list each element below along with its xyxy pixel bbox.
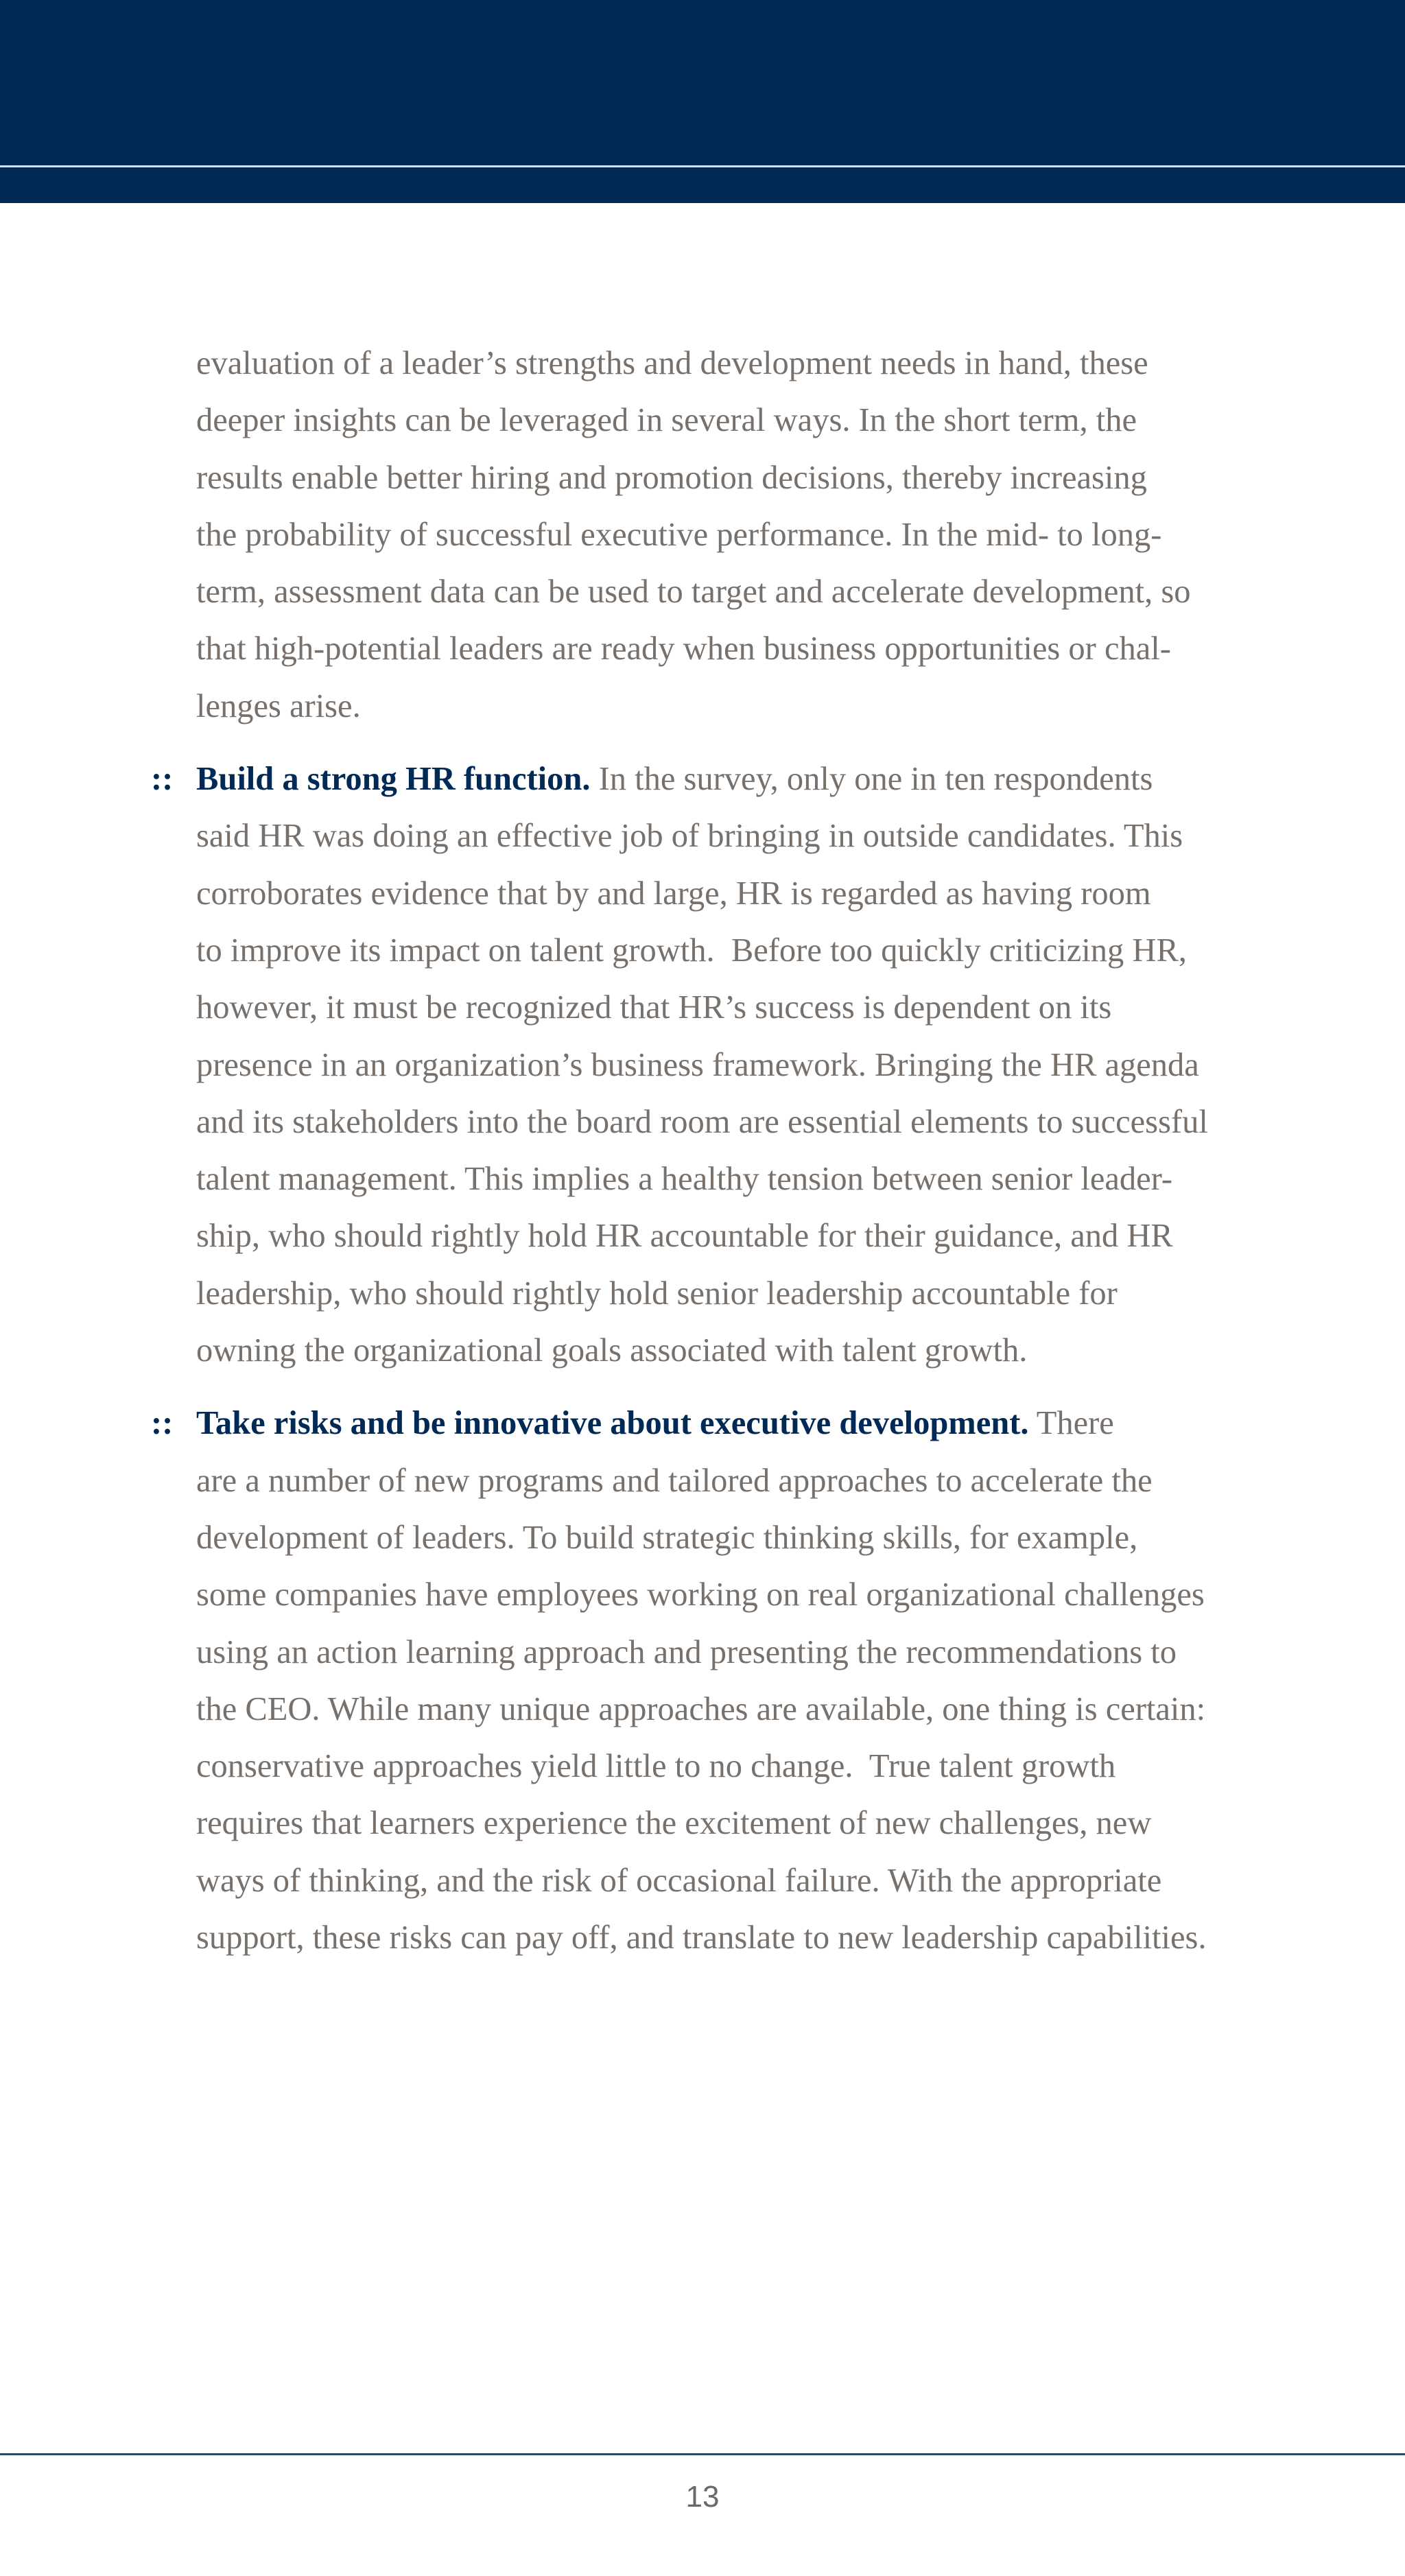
text-line: support, these risks can pay off, and translate to new leadership capabilities. <box>196 1919 1207 1957</box>
bullet-first-line <box>196 751 1266 807</box>
text-line: development of leaders. To build strategic thinking skills, for example, <box>196 1519 1138 1556</box>
text-line: conservative approaches yield little to no change. True talent growth <box>196 1748 1116 1785</box>
text-line: using an action learning approach and presenting the recommendations to <box>196 1633 1177 1670</box>
text-line: evaluation of a leader’s strengths and development needs in hand, these <box>196 345 1148 381</box>
page-number: 13 <box>685 2480 720 2514</box>
text-line: some companies have employees working on real organizational challenges <box>196 1576 1205 1614</box>
text-line: ship, who should rightly hold HR accountable for their guidance, and HR <box>196 1218 1173 1255</box>
text-line: lenges arise. <box>196 687 361 724</box>
text-line: results enable better hiring and promotion decisions, thereby increasing <box>196 459 1147 496</box>
footer-rule <box>0 2453 1405 2455</box>
text-line: term, assessment data can be used to target and accelerate development, so <box>196 574 1191 611</box>
text-line: to improve its impact on talent growth. Before too quickly criticizing HR, <box>196 932 1187 969</box>
bullet-first-line <box>196 1395 1266 1452</box>
text-line: the CEO. While many unique approaches are available, one thing is certain: <box>196 1690 1206 1727</box>
text-line: said HR was doing an effective job of bringing in outside candidates. This <box>196 818 1183 855</box>
text-line: corroborates evidence that by and large, HR is regarded as having room <box>196 875 1151 912</box>
bullet-first-line-text: There <box>1028 1405 1114 1442</box>
bullet-marker: :: <box>151 1405 174 1442</box>
text-line: are a number of new programs and tailored approaches to accelerate the <box>196 1462 1153 1499</box>
bullet-lead: Take risks and be innovative about executive development. <box>196 1405 1029 1442</box>
text-line: the probability of successful executive performance. In the mid- to long- <box>196 516 1162 553</box>
text-line: presence in an organization’s business framework. Bringing the HR agenda <box>196 1046 1199 1083</box>
header-band <box>0 0 1405 203</box>
bullet-first-line-text: In the survey, only one in ten respondents <box>590 761 1153 798</box>
bullet-lead: Build a strong HR function. <box>196 761 591 798</box>
bullet-marker: :: <box>151 761 174 798</box>
intro-paragraph <box>196 335 1266 735</box>
header-rule <box>0 165 1405 167</box>
text-line: ways of thinking, and the risk of occasional failure. With the appropriate <box>196 1862 1162 1899</box>
bullet-executive-development <box>151 1395 1266 1966</box>
text-line: that high-potential leaders are ready when business opportunities or chal- <box>196 630 1171 667</box>
text-line: owning the organizational goals associated with talent growth. <box>196 1332 1028 1369</box>
body-content <box>151 335 1266 1982</box>
text-line: leadership, who should rightly hold senior leadership accountable for <box>196 1275 1118 1312</box>
text-line: deeper insights can be leveraged in several ways. In the short term, the <box>196 402 1137 439</box>
text-line: requires that learners experience the excitement of new challenges, new <box>196 1805 1152 1842</box>
bullet-hr-function <box>151 751 1266 1379</box>
text-line: and its stakeholders into the board room are essential elements to successful <box>196 1103 1208 1140</box>
text-line: however, it must be recognized that HR’s success is dependent on its <box>196 989 1112 1026</box>
text-line: talent management. This implies a healthy tension between senior leader- <box>196 1161 1173 1198</box>
